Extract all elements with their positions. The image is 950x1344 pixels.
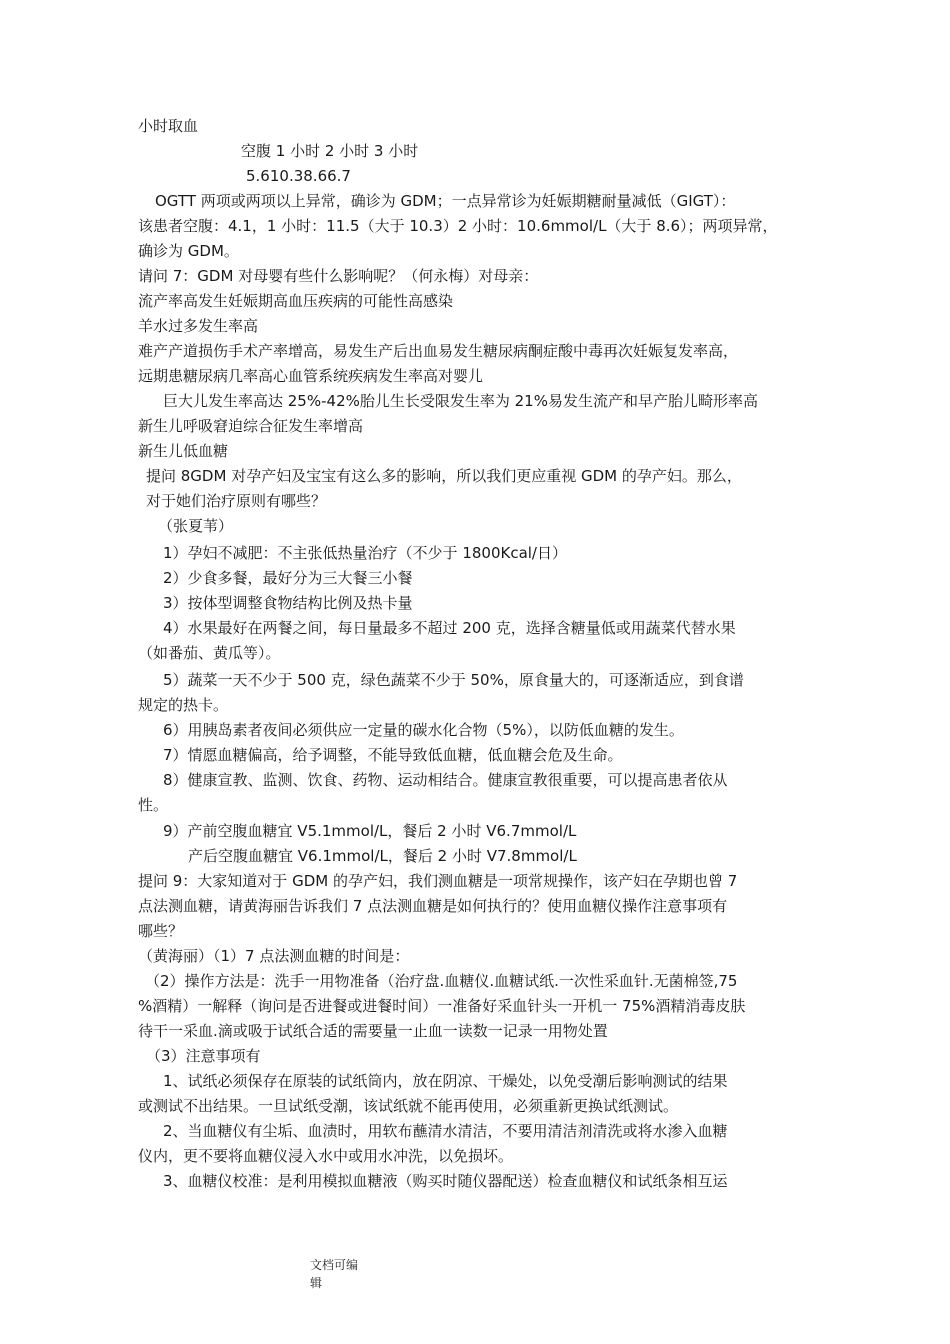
text-line: 提问 8GDM 对孕产妇及宝宝有这么多的影响，所以我们更应重视 GDM 的孕产妇。那么， — [146, 467, 742, 485]
text-line: 新生儿呼吸窘迫综合征发生率增高 — [138, 417, 364, 435]
text-line: 远期患糖尿病几率高心血管系统疾病发生率高对婴儿 — [138, 367, 484, 385]
text-line: 待干一采血.滴或吸于试纸合适的需要量一止血一读数一记录一用物处置 — [138, 1022, 608, 1040]
list-item: 9）产前空腹血糖宜 V5.1mmol/L，餐后 2 小时 V6.7mmol/L — [163, 822, 577, 840]
text-line: 对于她们治疗原则有哪些？ — [146, 492, 327, 510]
list-item: 5）蔬菜一天不少于 500 克，绿色蔬菜不少于 50%，原食量大的，可逐渐适应，到食谱 — [163, 671, 744, 689]
text-line: （如番茄、黄瓜等）。 — [138, 644, 281, 662]
list-item: 3、血糖仪校准：是利用模拟血糖液（购买时随仪器配送）检查血糖仪和试纸条相互运 — [163, 1172, 728, 1190]
text-line: （2）操作方法是：洗手一用物准备（治疗盘.血糖仪.血糖试纸.一次性采血针.无菌棉签,75 — [145, 972, 738, 990]
text-line: （张夏苇） — [158, 517, 234, 535]
list-item: 3）按体型调整食物结构比例及热卡量 — [163, 594, 413, 612]
text-line: 流产率高发生妊娠期高血压疾病的可能性高感染 — [138, 292, 454, 310]
text-line: 小时取血 — [138, 117, 199, 135]
text-line: （黄海丽）（1）7 点法测血糖的时间是： — [138, 947, 410, 965]
list-item: 7）情愿血糖偏高，给予调整，不能导致低血糖，低血糖会危及生命。 — [163, 746, 623, 764]
text-line: 5.610.38.66.7 — [246, 167, 351, 185]
list-item: 2）少食多餐，最好分为三大餐三小餐 — [163, 569, 413, 587]
text-line: 空腹 1 小时 2 小时 3 小时 — [241, 142, 419, 160]
text-line: 哪些？ — [138, 922, 184, 940]
text-line: 新生儿低血糖 — [138, 442, 229, 460]
text-line: 或测试不出结果。一旦试纸受潮，该试纸就不能再使用，必须重新更换试纸测试。 — [138, 1097, 679, 1115]
text-line: %酒精）一解释（询问是否进餐或进餐时间）一准备好采血针头一开机一 75%酒精消毒皮肤 — [138, 997, 746, 1015]
text-line: 该患者空腹：4.1，1 小时：11.5（大于 10.3）2 小时：10.6mmol/L（大于 8.6）；两项异常， — [138, 217, 778, 235]
text-line: 提问 9：大家知道对于 GDM 的孕产妇，我们测血糖是一项常规操作，该产妇在孕期也曾 7 — [138, 872, 738, 890]
text-line: 羊水过多发生率高 — [138, 317, 259, 335]
text-line: OGTT 两项或两项以上异常，确诊为 GDM；一点异常诊为妊娠期糖耐量减低（GIGT）： — [155, 192, 736, 210]
text-line: 巨大儿发生率高达 25%-42%胎儿生长受限发生率为 21%易发生流产和早产胎儿畸形率高 — [163, 392, 758, 410]
list-item: 2、当血糖仪有尘垢、血渍时，用软布蘸清水清洁，不要用清洁剂清洗或将水渗入血糖 — [163, 1122, 728, 1140]
text-line: 确诊为 GDM。 — [138, 242, 239, 260]
list-item: 8）健康宣教、监测、饮食、药物、运动相结合。健康宣教很重要，可以提高患者依从 — [163, 771, 728, 789]
text-line: 规定的热卡。 — [138, 696, 229, 714]
text-line: 点法测血糖，请黄海丽告诉我们 7 点法测血糖是如何执行的？使用血糖仪操作注意事项有 — [138, 897, 728, 915]
text-line: 难产产道损伤手术产率增高，易发生产后出血易发生糖尿病酮症酸中毒再次妊娠复发率高， — [138, 342, 739, 360]
text-line: 产后空腹血糖宜 V6.1mmol/L，餐后 2 小时 V7.8mmol/L — [188, 847, 577, 865]
text-line: （3）注意事项有 — [146, 1047, 261, 1065]
list-item: 6）用胰岛素者夜间必须供应一定量的碳水化合物（5%），以防低血糖的发生。 — [163, 721, 684, 739]
text-line: 请问 7：GDM 对母婴有些什么影响呢？（何永梅）对母亲： — [138, 267, 539, 285]
text-line: 仪内，更不要将血糖仪浸入水中或用水冲洗，以免损坏。 — [138, 1147, 514, 1165]
list-item: 1、试纸必须保存在原装的试纸筒内，放在阴凉、干燥处，以免受潮后影响测试的结果 — [163, 1072, 728, 1090]
text-line: 性。 — [138, 796, 169, 814]
footer-note: 辑 — [310, 1276, 323, 1290]
footer-note: 文档可编 — [310, 1258, 359, 1272]
list-item: 4）水果最好在两餐之间，每日量最多不超过 200 克，选择含糖量低或用蔬菜代替水果 — [163, 619, 736, 637]
list-item: 1）孕妇不减肥：不主张低热量治疗（不少于 1800Kcal/日） — [163, 544, 567, 562]
